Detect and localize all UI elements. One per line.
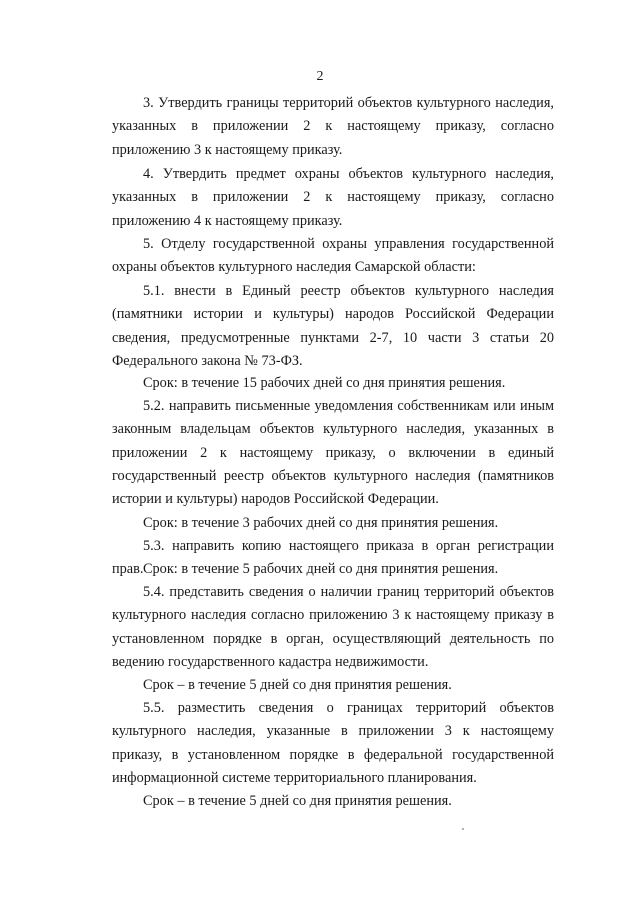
paragraph-5-1: 5.1. внести в Единый реестр объектов культурного наследия (памятники истории и культуры) народов Российской Федерации сведения, предусмотренные пунктами 2-7, 10 части 3 статьи 20 Федерального закона № 73-ФЗ.: [112, 283, 554, 369]
deadline-5-3: Срок: в течение 5 рабочих дней со дня принятия решения.: [143, 561, 499, 577]
deadline-5-2: Срок: в течение 3 рабочих дней со дня принятия решения.: [143, 515, 499, 531]
paragraph-5: 5. Отделу государственной охраны управления государственной охраны объектов культурного наследия Самарской области:: [112, 236, 554, 276]
paragraph-5-2: 5.2. направить письменные уведомления собственникам или иным законным владельцам объектов культурного наследия, указанных в приложении 2 к настоящему приказу, о включении в единый государственный реестр объектов культурного наследия (памятников истории и культуры) народов Российской Федерации.: [112, 398, 554, 508]
deadline-5-1: Срок: в течение 15 рабочих дней со дня принятия решения.: [143, 375, 506, 391]
paragraph-3: 3. Утвердить границы территорий объектов культурного наследия, указанных в приложении 2 к настоящему приказу, согласно приложению 3 к настоящему приказу.: [112, 95, 554, 158]
paragraph-5-5: 5.5. разместить сведения о границах территорий объектов культурного наследия, указанные в приложении 3 к настоящему приказу, в установленном порядке в федеральной государственной информационной системе территориального планирования.: [112, 700, 554, 786]
deadline-5-5: Срок – в течение 5 дней со дня принятия решения.: [143, 793, 452, 809]
paragraph-4: 4. Утвердить предмет охраны объектов культурного наследия, указанных в приложении 2 к настоящему приказу, согласно приложению 4 к настоящему приказу.: [112, 166, 554, 229]
deadline-5-4: Срок – в течение 5 дней со дня принятия решения.: [143, 677, 452, 693]
scan-speck: [462, 828, 464, 830]
page-number: 2: [316, 69, 324, 84]
paragraph-5-3: 5.3. направить копию настоящего приказа в орган регистрации прав.: [112, 538, 554, 578]
paragraph-5-4: 5.4. представить сведения о наличии границ территорий объектов культурного наследия согласно приложению 3 к настоящему приказу в установленном порядке в орган, осуществляющий деятельность по ведению государственного кадастра недвижимости.: [112, 584, 554, 670]
